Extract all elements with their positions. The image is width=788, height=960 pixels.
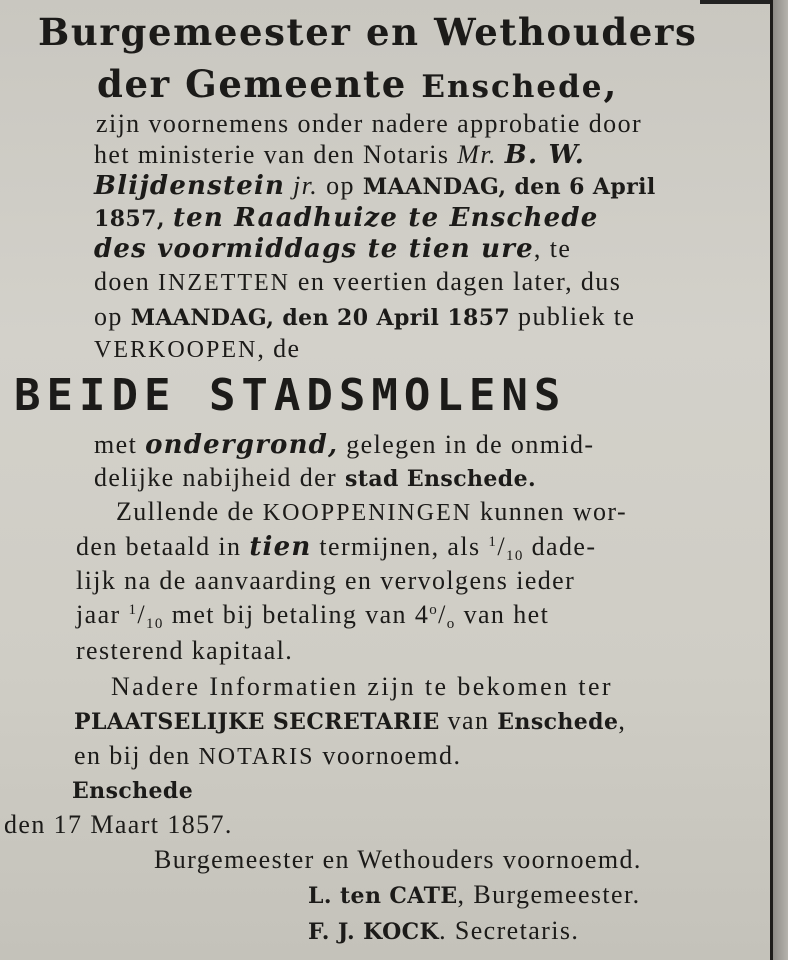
text-l5b: jr. bbox=[285, 171, 319, 200]
location-raadhuize: ten Raadhuize te Enschede bbox=[172, 203, 599, 233]
text-line-8 bbox=[94, 267, 621, 297]
text-line-9 bbox=[94, 302, 635, 332]
text-l15c: termijnen, als bbox=[311, 532, 489, 561]
heading-text-2a: der Gemeente bbox=[97, 62, 422, 106]
text-l18: resterend kapitaal. bbox=[76, 636, 294, 665]
secretary-name: F. J. KOCK bbox=[308, 919, 440, 945]
text-line-26 bbox=[308, 916, 579, 946]
text-l4b: Mr. bbox=[457, 140, 497, 169]
text-line-12 bbox=[94, 430, 594, 460]
text-line-17: jaar $^1/_{10}$ met bij betaling van $4^o/_o$ van het bbox=[76, 600, 550, 632]
text-line-24 bbox=[154, 845, 642, 875]
heading-municipality: Enschede bbox=[421, 69, 604, 105]
text-line-22 bbox=[72, 778, 193, 804]
date-signed: den 17 Maart 1857. bbox=[4, 810, 233, 839]
weekday-2: MAANDAG, bbox=[130, 305, 275, 331]
text-line-4 bbox=[94, 140, 585, 170]
text-line-6 bbox=[94, 203, 599, 233]
text-line-10 bbox=[94, 334, 300, 364]
heading-line-1 bbox=[38, 10, 697, 54]
text-l4a: het ministerie van den Notaris bbox=[94, 140, 458, 169]
headline-stadsmolens bbox=[14, 370, 566, 421]
notary-initials: B. W. bbox=[504, 140, 586, 170]
tien: tien bbox=[249, 532, 312, 562]
notaris: NOTARIS bbox=[198, 744, 315, 770]
text-l14a: Zullende de bbox=[116, 497, 263, 526]
time-voormiddags: des voormiddags te tien ure bbox=[94, 234, 534, 264]
fraction-denominator-2: 10 bbox=[146, 616, 164, 632]
headline-text: BEIDE STADSMOLENS bbox=[14, 370, 567, 421]
text-l13a: delijke nabijheid der bbox=[94, 463, 346, 492]
mayor-name: L. ten CATE bbox=[308, 883, 458, 909]
text-line-14 bbox=[116, 497, 627, 527]
mayor-title: , Burgemeester. bbox=[457, 880, 641, 909]
page-edge bbox=[773, 0, 788, 960]
text-l16: lijk na de aanvaarding en vervolgens ieder bbox=[76, 566, 576, 595]
secretary-title: . Secretaris. bbox=[439, 916, 580, 945]
text-l9d: publiek te bbox=[510, 302, 636, 331]
text-line-7 bbox=[94, 234, 571, 264]
place-enschede: Enschede bbox=[72, 778, 194, 804]
signatories: Burgemeester en Wethouders voornoemd. bbox=[154, 845, 642, 874]
text-line-18 bbox=[76, 636, 293, 666]
text-l21c: voornoemd. bbox=[314, 741, 462, 770]
percent-bottom: o bbox=[446, 616, 456, 632]
notary-surname: Blijdenstein bbox=[94, 171, 286, 201]
text-line-3 bbox=[96, 109, 642, 139]
text-l5c: op bbox=[318, 171, 363, 200]
text-l20b: van bbox=[439, 706, 498, 735]
text-l7b: , te bbox=[533, 234, 572, 263]
inzetten: INZETTEN bbox=[158, 270, 291, 296]
text-line-25 bbox=[308, 880, 641, 910]
percent-top: o bbox=[429, 602, 439, 618]
text-line-16 bbox=[76, 566, 575, 596]
text-l12c: gelegen in de onmid- bbox=[338, 430, 595, 459]
fraction-numerator: 1 bbox=[488, 534, 498, 550]
text-l19: Nadere Informatien zijn te bekomen ter bbox=[111, 672, 613, 701]
date-1: den 6 April bbox=[506, 174, 656, 200]
text-line-15: den betaald in tien termijnen, als $^1/_{10}$ dade- bbox=[76, 532, 597, 564]
text-line-23 bbox=[4, 810, 233, 840]
heading-text-1: Burgemeester en Wethouders bbox=[38, 10, 698, 54]
text-line-5 bbox=[94, 171, 656, 201]
text-l14c: kunnen wor- bbox=[472, 497, 628, 526]
kooppeningen: KOOPPENINGEN bbox=[262, 500, 473, 526]
text-l20d: , bbox=[618, 706, 627, 735]
text-l9a: op bbox=[94, 302, 131, 331]
text-line-20 bbox=[74, 706, 626, 736]
ondergrond: ondergrond, bbox=[145, 430, 339, 460]
date-2: den 20 April 1857 bbox=[274, 305, 511, 331]
fraction-denominator: 10 bbox=[505, 548, 524, 564]
text-l21a: en bij den bbox=[74, 741, 199, 770]
percent-slash: / bbox=[438, 600, 447, 629]
verkoopen: VERKOOPEN bbox=[94, 337, 258, 363]
text-l17b: met bij betaling van 4 bbox=[163, 600, 430, 629]
stad-enschede: stad Enschede. bbox=[345, 466, 537, 492]
text-line-19 bbox=[111, 672, 613, 702]
weekday-1: MAANDAG, bbox=[362, 174, 507, 200]
top-rule bbox=[700, 0, 770, 4]
heading-comma: , bbox=[603, 62, 619, 106]
enschede-bold: Enschede bbox=[497, 709, 619, 735]
text-l17a: jaar bbox=[76, 600, 129, 629]
text-l3: zijn voornemens onder nadere approbatie door bbox=[96, 109, 643, 138]
fraction-numerator-2: 1 bbox=[128, 602, 138, 618]
year-1: 1857, bbox=[94, 206, 173, 232]
text-l12a: met bbox=[94, 430, 146, 459]
text-l17c: van het bbox=[455, 600, 550, 629]
heading-line-2 bbox=[97, 62, 618, 106]
text-l10b: , de bbox=[257, 334, 301, 363]
text-l8c: en veertien dagen later, dus bbox=[290, 267, 622, 296]
text-l8a: doen bbox=[94, 267, 159, 296]
text-l15a: den betaald in bbox=[76, 532, 250, 561]
text-line-13 bbox=[94, 463, 536, 493]
text-l15d: dade- bbox=[523, 532, 597, 561]
plaatselijke-secretarie: PLAATSELIJKE SECRETARIE bbox=[74, 709, 440, 735]
text-line-21 bbox=[74, 741, 461, 771]
